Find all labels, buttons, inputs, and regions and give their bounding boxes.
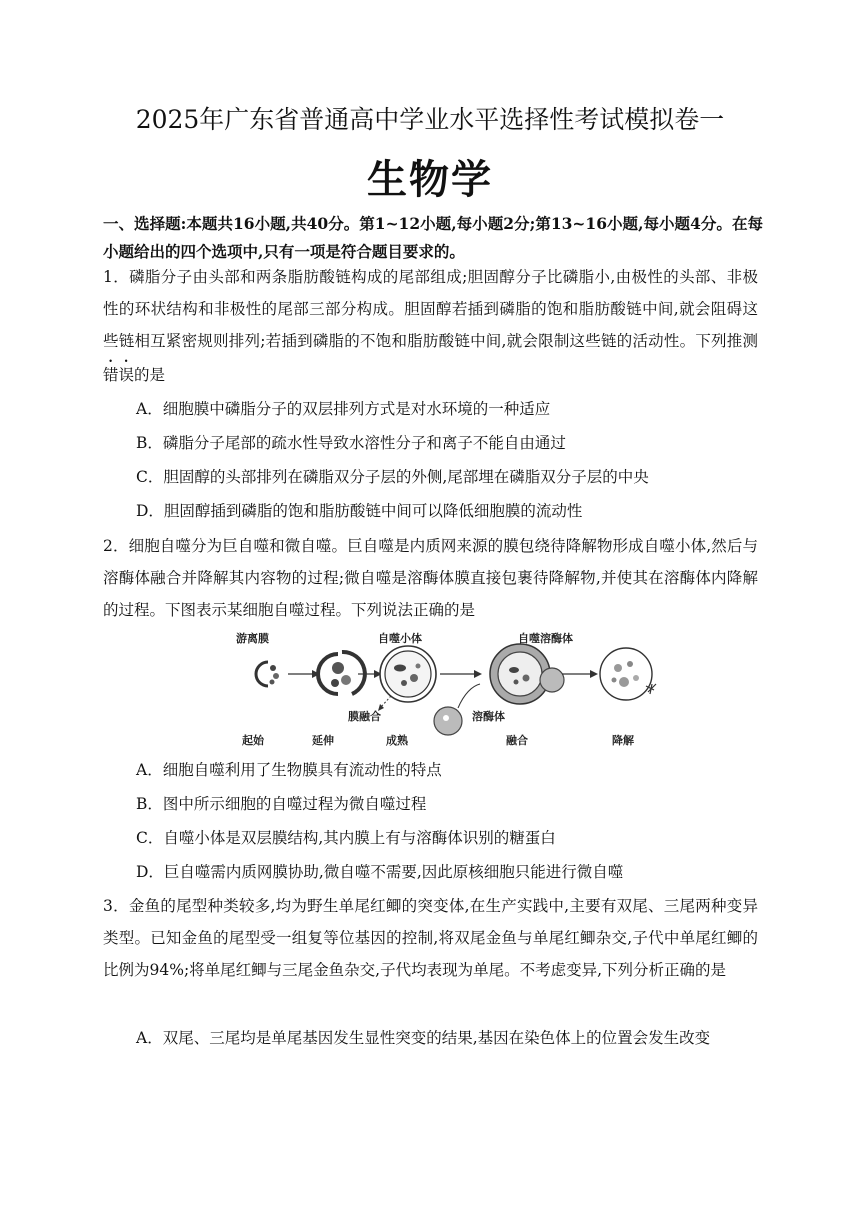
label-lysosome: 溶酶体: [472, 710, 505, 723]
question-3-option-a: A．双尾、三尾均是单尾基因发生显性突变的结果,基因在染色体上的位置会发生改变: [136, 1029, 711, 1047]
question-1-option-c: C．胆固醇的头部排列在磷脂双分子层的外侧,尾部埋在磷脂双分子层的中央: [136, 468, 649, 486]
autolysosome-shape: [490, 644, 564, 704]
question-1-option-a: A．细胞膜中磷脂分子的双层排列方式是对水环境的一种适应: [136, 400, 551, 418]
label-autolysosome: 自噬溶酶体: [518, 632, 573, 645]
question-2-option-d: D．巨自噬需内质网膜协助,微自噬不需要,因此原核细胞只能进行微自噬: [136, 863, 624, 881]
free-membrane-shape: [256, 662, 279, 686]
question-1-stem: 1．磷脂分子由头部和两条脂肪酸链构成的尾部组成;胆固醇分子比磷脂小,由极性的头部、非极性的环状结构和非极性的尾部三部分构成。胆固醇若插到磷脂的饱和脂肪酸链中间,就会阻碍这些链相互紧密规则排列;若插到磷脂的不饱和脂肪酸链中间,就会限制这些链的活动性。下列推测错误的是: [103, 268, 758, 384]
label-free-membrane: 游离膜: [236, 632, 269, 645]
stage-initiation: 起始: [242, 734, 264, 747]
question-2-option-b: B．图中所示细胞的自噬过程为微自噬过程: [136, 795, 427, 813]
question-2-stem: 2．细胞自噬分为巨自噬和微自噬。巨自噬是内质网来源的膜包绕待降解物形成自噬小体,然后与溶酶体融合并降解其内容物的过程;微自噬是溶酶体膜直接包裹待降解物,并使其在溶酶体内降解的过程。下图表示某细胞自噬过程。下列说法正确的是: [103, 537, 758, 619]
question-2-option-c: C．自噬小体是双层膜结构,其内膜上有与溶酶体识别的糖蛋白: [136, 829, 556, 847]
stage-maturation: 成熟: [386, 734, 408, 747]
label-membrane-fusion: 膜融合: [348, 710, 381, 723]
autophagy-figure: [228, 628, 688, 750]
elongation-shape: [318, 652, 365, 694]
autophagosome-shape: [380, 646, 436, 702]
question-3-stem: 3．金鱼的尾型种类较多,均为野生单尾红鲫的突变体,在生产实践中,主要有双尾、三尾两种变异类型。已知金鱼的尾型受一组复等位基因的控制,将双尾金鱼与单尾红鲫杂交,子代中单尾红鲫的比例为94%;将单尾红鲫与三尾金鱼杂交,子代均表现为单尾。不考虑变异,下列分析正确的是: [103, 897, 758, 979]
stage-degradation: 降解: [612, 734, 634, 747]
question-1-option-d: D．胆固醇插到磷脂的饱和脂肪酸链中间可以降低细胞膜的流动性: [136, 502, 583, 520]
question-2-option-a: A．细胞自噬利用了生物膜具有流动性的特点: [136, 761, 442, 779]
label-autophagosome: 自噬小体: [378, 632, 422, 645]
degradation-shape: [600, 648, 656, 700]
section-instructions: 一、选择题:本题共16小题,共40分。第1~12小题,每小题2分;第13~16小题,每小题4分。在每小题给出的四个选项中,只有一项是符合题目要求的。: [103, 214, 763, 261]
question-1-option-b: B．磷脂分子尾部的疏水性导致水溶性分子和离子不能自由通过: [136, 434, 566, 452]
exam-title: 2025年广东省普通高中学业水平选择性考试模拟卷一: [135, 105, 725, 134]
subject-title: 生物学: [367, 156, 493, 203]
stage-elongation: 延伸: [312, 734, 334, 747]
lysosome-shape: [434, 707, 462, 735]
emphasized-word: 错误: [103, 366, 135, 384]
stage-fusion: 融合: [506, 734, 528, 747]
